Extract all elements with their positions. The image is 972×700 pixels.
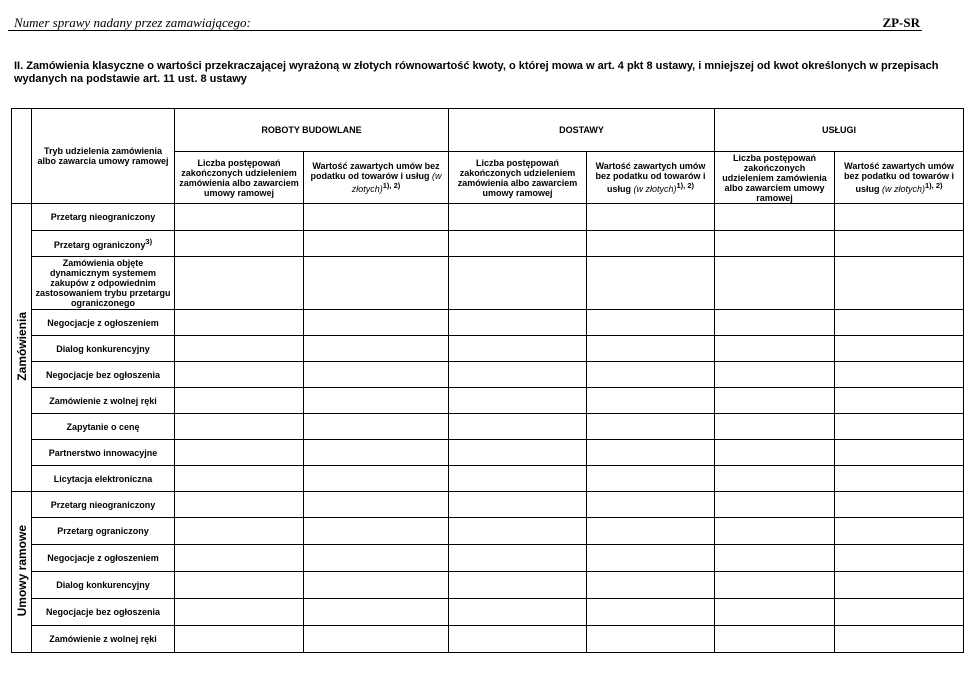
corner-cell	[12, 109, 32, 204]
data-cell[interactable]	[175, 257, 304, 310]
row-label: Przetarg nieograniczony	[32, 492, 175, 518]
data-cell[interactable]	[715, 492, 835, 518]
table-row	[12, 572, 964, 599]
data-cell[interactable]	[304, 466, 449, 492]
count-header: Liczba postępowań zakończonych udzieleniem zamówienia albo zawarciem umowy ramowej	[449, 152, 587, 204]
data-cell[interactable]	[304, 362, 449, 388]
row-label: Zamówienie z wolnej ręki	[32, 388, 175, 414]
table-row	[12, 310, 964, 336]
data-cell[interactable]	[449, 310, 587, 336]
data-cell[interactable]	[304, 414, 449, 440]
data-cell[interactable]	[835, 572, 964, 599]
statistics-table	[11, 108, 964, 653]
data-cell[interactable]	[175, 440, 304, 466]
row-label: Dialog konkurencyjny	[32, 336, 175, 362]
data-cell[interactable]	[175, 336, 304, 362]
data-cell[interactable]	[175, 626, 304, 653]
row-label: Zamówienie z wolnej ręki	[32, 626, 175, 653]
row-label: Licytacja elektroniczna	[32, 466, 175, 492]
value-header-main: Wartość zawartych umów bez podatku od towarów i usług	[595, 161, 706, 194]
data-cell[interactable]	[715, 599, 835, 626]
table-row	[12, 492, 964, 518]
data-cell[interactable]	[587, 492, 715, 518]
row-label: Dialog konkurencyjny	[32, 572, 175, 599]
group-label-framework	[12, 492, 32, 653]
data-cell[interactable]	[587, 545, 715, 572]
row-label: Przetarg ograniczony	[32, 518, 175, 545]
table-row	[12, 545, 964, 572]
row-label: Przetarg nieograniczony	[32, 204, 175, 231]
data-cell[interactable]	[715, 388, 835, 414]
table-row	[12, 518, 964, 545]
data-cell[interactable]	[835, 362, 964, 388]
form-code: ZP-SR	[882, 15, 920, 30]
data-cell[interactable]	[449, 626, 587, 653]
mode-header: Tryb udzielenia zamówienia albo zawarcia umowy ramowej	[32, 109, 175, 204]
data-cell[interactable]	[304, 231, 449, 257]
data-cell[interactable]	[587, 231, 715, 257]
data-cell[interactable]	[449, 388, 587, 414]
row-label: Negocjacje bez ogłoszenia	[32, 599, 175, 626]
category-header-supplies: DOSTAWY	[449, 109, 715, 152]
data-cell[interactable]	[449, 257, 587, 310]
row-label: Zamówienia objęte dynamicznym systemem zakupów z odpowiednim zastosowaniem trybu przetargu ograniczonego	[32, 257, 175, 310]
data-cell[interactable]	[587, 257, 715, 310]
group-label-orders	[12, 204, 32, 492]
data-cell[interactable]	[449, 231, 587, 257]
data-cell[interactable]	[587, 336, 715, 362]
group-label-framework-text: Umowy ramowe	[14, 525, 29, 617]
row-label: Zapytanie o cenę	[32, 414, 175, 440]
data-cell[interactable]	[587, 388, 715, 414]
data-cell[interactable]	[835, 545, 964, 572]
data-cell[interactable]	[715, 545, 835, 572]
row-label-text: Przetarg ograniczony	[53, 240, 146, 250]
table-row	[12, 626, 964, 653]
data-cell[interactable]	[449, 440, 587, 466]
row-label-footnote: 3)	[145, 237, 153, 246]
data-cell[interactable]	[304, 492, 449, 518]
case-number-label: Numer sprawy nadany przez zamawiającego:	[14, 15, 251, 30]
data-cell[interactable]	[304, 518, 449, 545]
data-cell[interactable]	[715, 336, 835, 362]
category-header-construction: ROBOTY BUDOWLANE	[175, 109, 449, 152]
data-cell[interactable]	[715, 310, 835, 336]
data-cell[interactable]	[304, 257, 449, 310]
data-cell[interactable]	[175, 231, 304, 257]
value-header-main: Wartość zawartych umów bez podatku od towarów i usług	[844, 161, 954, 194]
data-cell[interactable]	[715, 231, 835, 257]
data-cell[interactable]	[835, 466, 964, 492]
data-cell[interactable]	[304, 572, 449, 599]
data-cell[interactable]	[835, 492, 964, 518]
value-header	[304, 152, 449, 204]
data-cell[interactable]	[304, 310, 449, 336]
data-cell[interactable]	[175, 204, 304, 231]
data-cell[interactable]	[835, 257, 964, 310]
data-cell[interactable]	[304, 204, 449, 231]
row-label: Negocjacje z ogłoszeniem	[32, 310, 175, 336]
header-row-categories	[12, 109, 964, 152]
data-cell[interactable]	[449, 518, 587, 545]
data-cell[interactable]	[835, 626, 964, 653]
data-cell[interactable]	[304, 440, 449, 466]
data-cell[interactable]	[715, 626, 835, 653]
data-cell[interactable]	[715, 204, 835, 231]
table-row	[12, 388, 964, 414]
data-cell[interactable]	[587, 310, 715, 336]
data-cell[interactable]	[175, 388, 304, 414]
data-cell[interactable]	[449, 572, 587, 599]
data-cell[interactable]	[587, 572, 715, 599]
table-row	[12, 336, 964, 362]
category-header-services: USŁUGI	[715, 109, 964, 152]
row-label: Negocjacje z ogłoszeniem	[32, 545, 175, 572]
table-row	[12, 362, 964, 388]
count-header: Liczba postępowań zakończonych udzieleniem zamówienia albo zawarciem umowy ramowej	[175, 152, 304, 204]
data-cell[interactable]	[587, 466, 715, 492]
table-row	[12, 414, 964, 440]
data-cell[interactable]	[835, 414, 964, 440]
data-cell[interactable]	[449, 204, 587, 231]
data-cell[interactable]	[835, 518, 964, 545]
data-cell[interactable]	[715, 466, 835, 492]
data-cell[interactable]	[587, 362, 715, 388]
data-cell[interactable]	[304, 599, 449, 626]
data-cell[interactable]	[835, 440, 964, 466]
data-cell[interactable]	[715, 572, 835, 599]
data-cell[interactable]	[835, 336, 964, 362]
data-cell[interactable]	[175, 362, 304, 388]
table-row	[12, 599, 964, 626]
value-header-unit: (w złotych)	[351, 171, 442, 194]
value-header-main: Wartość zawartych umów bez podatku od towarów i usług	[310, 161, 440, 181]
data-cell[interactable]	[835, 204, 964, 231]
table-row	[12, 204, 964, 231]
data-cell[interactable]	[175, 492, 304, 518]
data-cell[interactable]	[175, 518, 304, 545]
data-cell[interactable]	[175, 545, 304, 572]
data-cell[interactable]	[304, 626, 449, 653]
data-cell[interactable]	[587, 414, 715, 440]
data-cell[interactable]	[304, 388, 449, 414]
value-header-unit: (w złotych)	[633, 184, 677, 194]
data-cell[interactable]	[449, 466, 587, 492]
data-cell[interactable]	[715, 362, 835, 388]
value-header	[835, 152, 964, 204]
data-cell[interactable]	[715, 414, 835, 440]
data-cell[interactable]	[175, 310, 304, 336]
data-cell[interactable]	[587, 518, 715, 545]
data-cell[interactable]	[835, 231, 964, 257]
data-cell[interactable]	[449, 336, 587, 362]
table-row	[12, 231, 964, 257]
data-cell[interactable]	[835, 599, 964, 626]
count-header: Liczba postępowań zakończonych udzieleniem zamówienia albo zawarciem umowy ramowej	[715, 152, 835, 204]
value-header-footnote: 1), 2)	[925, 181, 943, 190]
form-header	[8, 12, 922, 31]
data-cell[interactable]	[175, 414, 304, 440]
data-cell[interactable]	[715, 257, 835, 310]
row-label: Partnerstwo innowacyjne	[32, 440, 175, 466]
table-row	[12, 257, 964, 310]
data-cell[interactable]	[587, 204, 715, 231]
data-cell[interactable]	[304, 336, 449, 362]
row-label: Negocjacje bez ogłoszenia	[32, 362, 175, 388]
data-cell[interactable]	[449, 414, 587, 440]
data-cell[interactable]	[175, 466, 304, 492]
value-header-unit: (w złotych)	[882, 184, 926, 194]
data-cell[interactable]	[587, 599, 715, 626]
section-title: II. Zamówienia klasyczne o wartości przekraczającej wyrażoną w złotych równowartość kwoty, o której mowa w art. 4 pkt 8 ustawy, i mniejszej od kwot określonych w przepisach wydanych na podstawie art. 11 ust. 8 ustawy	[14, 60, 939, 85]
data-cell[interactable]	[835, 310, 964, 336]
value-header-footnote: 1), 2)	[382, 181, 401, 190]
data-cell[interactable]	[175, 572, 304, 599]
data-cell[interactable]	[304, 545, 449, 572]
table-row	[12, 440, 964, 466]
table-row	[12, 466, 964, 492]
data-cell[interactable]	[587, 440, 715, 466]
data-cell[interactable]	[449, 362, 587, 388]
data-cell[interactable]	[449, 599, 587, 626]
data-cell[interactable]	[715, 440, 835, 466]
value-header-footnote: 1), 2)	[676, 181, 695, 190]
data-cell[interactable]	[175, 599, 304, 626]
value-header	[587, 152, 715, 204]
data-cell[interactable]	[715, 518, 835, 545]
row-label	[32, 231, 175, 257]
data-cell[interactable]	[449, 545, 587, 572]
data-cell[interactable]	[587, 626, 715, 653]
data-cell[interactable]	[449, 492, 587, 518]
group-label-orders-text: Zamówienia	[14, 312, 29, 381]
data-cell[interactable]	[835, 388, 964, 414]
